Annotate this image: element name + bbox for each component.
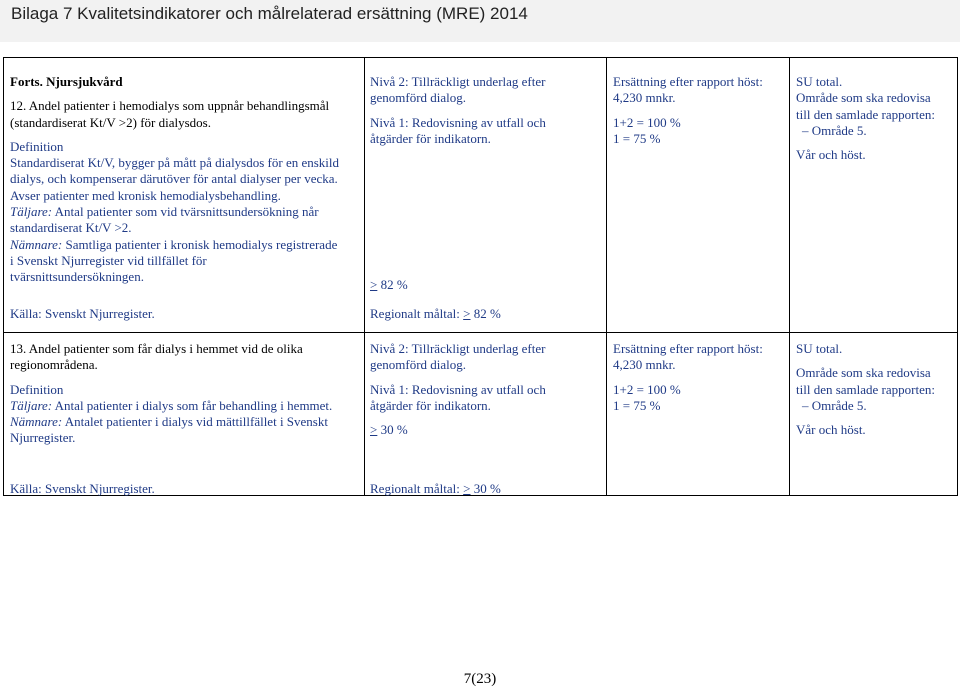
- report-period: Vår och höst.: [796, 422, 866, 438]
- row12-indicator-cell: [10, 74, 360, 286]
- row12-target: [370, 277, 408, 293]
- dash-bullet: –: [802, 122, 812, 138]
- namnare-label: Nämnare:: [10, 414, 63, 430]
- definition-line: dialys, och kompenserar därutöver för antal dialyser per vecka.: [10, 171, 338, 187]
- report-area-text: Område som ska redovisa: [796, 365, 931, 381]
- compensation-amount: 4,230 mnkr.: [613, 90, 676, 106]
- responsible-unit: SU total.: [796, 74, 843, 89]
- compensation-label: Ersättning efter rapport höst:: [613, 74, 763, 89]
- namnare-text: [10, 414, 360, 430]
- namnare-value: Samtliga patienter i kronisk hemodialys registrerade: [62, 236, 338, 252]
- report-area-value: Område 5.: [811, 122, 867, 138]
- level2-text: Nivå 2: Tillräckligt underlag efter: [370, 74, 546, 89]
- report-area-text-cont: till den samlade rapporten:: [796, 381, 935, 397]
- document-header: [0, 0, 960, 42]
- report-area-item: [796, 398, 954, 414]
- taljare-text: [10, 204, 360, 220]
- report-area-text-cont: till den samlade rapporten:: [796, 106, 935, 122]
- row13-regional-target: [370, 481, 501, 497]
- level1-text: Nivå 1: Redovisning av utfall och: [370, 114, 546, 130]
- compensation-rule: 1 = 75 %: [613, 130, 661, 146]
- taljare-text: [10, 398, 360, 414]
- target-value: 82 %: [377, 277, 408, 292]
- definition-label: Definition: [10, 381, 64, 397]
- report-period: Vår och höst.: [796, 147, 866, 163]
- regional-value: 30 %: [470, 481, 501, 496]
- namnare-value: Antalet patienter i dialys vid mättillfället i Svenskt: [62, 414, 328, 430]
- definition-label: Definition: [10, 138, 64, 154]
- namnare-text: [10, 237, 360, 253]
- compensation-label: Ersättning efter rapport höst:: [613, 341, 763, 356]
- level1-text: Nivå 1: Redovisning av utfall och: [370, 381, 546, 397]
- report-area-value: Område 5.: [811, 397, 867, 413]
- document-title: Bilaga 7 Kvalitetsindikatorer och målrelaterad ersättning (MRE) 2014: [11, 4, 528, 23]
- regional-value: 82 %: [470, 306, 501, 321]
- table-border-right: [957, 57, 958, 496]
- row-divider: [3, 332, 958, 333]
- row13-source: Källa: Svenskt Njurregister.: [10, 481, 155, 496]
- greater-equal-symbol: >: [370, 277, 378, 292]
- level2-text-cont: genomförd dialog.: [370, 357, 467, 373]
- row13-compensation-cell: [613, 341, 785, 414]
- level1-text-cont: åtgärder för indikatorn.: [370, 130, 491, 146]
- column-divider-2: [606, 57, 607, 496]
- greater-equal-symbol: >: [463, 306, 471, 321]
- responsible-unit: SU total.: [796, 341, 843, 356]
- definition-line: Standardiserat Kt/V, bygger på mått på dialysdos för en enskild: [10, 155, 340, 171]
- level2-text-cont: genomförd dialog.: [370, 90, 467, 106]
- indicator-13-heading-line1: 13. Andel patienter som får dialys i hemmet vid de olika: [10, 341, 303, 356]
- level1-text-cont: åtgärder för indikatorn.: [370, 397, 491, 413]
- row12-compensation-cell: [613, 74, 785, 147]
- dash-bullet: –: [802, 397, 812, 413]
- compensation-rule: 1 = 75 %: [613, 397, 661, 413]
- greater-equal-symbol: >: [370, 422, 378, 438]
- compensation-rule: 1+2 = 100 %: [613, 381, 681, 397]
- greater-equal-symbol: >: [463, 481, 471, 496]
- target-value: 30 %: [377, 422, 408, 438]
- report-area-text: Område som ska redovisa: [796, 90, 931, 106]
- row12-source: Källa: Svenskt Njurregister.: [10, 306, 155, 321]
- compensation-amount: 4,230 mnkr.: [613, 357, 676, 373]
- regional-label: Regionalt måltal:: [370, 481, 464, 496]
- table-border-top: [3, 57, 958, 58]
- regional-label: Regionalt måltal:: [370, 306, 464, 321]
- column-divider-3: [789, 57, 790, 496]
- namnare-label: Nämnare:: [10, 236, 63, 252]
- compensation-rule: 1+2 = 100 %: [613, 114, 681, 130]
- namnare-text-cont: i Svenskt Njurregister vid tillfället för: [10, 252, 207, 268]
- report-area-item: [796, 123, 954, 139]
- table-border-left: [3, 57, 4, 496]
- column-divider-1: [364, 57, 365, 496]
- row13-responsible-cell: [796, 341, 954, 438]
- indicator-12-heading-line1: 12. Andel patienter i hemodialys som uppnår behandlingsmål: [10, 98, 330, 114]
- level2-text: Nivå 2: Tillräckligt underlag efter: [370, 341, 546, 356]
- taljare-value: Antal patienter som vid tvärsnittsundersökning når: [52, 204, 319, 220]
- row13-level-cell: [370, 341, 602, 438]
- row12-regional-target: [370, 306, 501, 322]
- taljare-text-cont: standardiserat Kt/V >2.: [10, 220, 132, 236]
- namnare-text-cont: tvärsnittsundersökningen.: [10, 269, 144, 285]
- indicator-12-heading-line2: (standardiserat Kt/V >2) för dialysdos.: [10, 114, 211, 130]
- indicator-13-heading-line2: regionområdena.: [10, 357, 98, 373]
- row13-target: [370, 422, 602, 438]
- taljare-label: Täljare:: [10, 204, 53, 220]
- page-number: 7(23): [463, 671, 497, 687]
- row12-responsible-cell: [796, 74, 954, 163]
- row12-level-cell: [370, 74, 602, 147]
- namnare-text-cont: Njurregister.: [10, 430, 76, 446]
- row13-indicator-cell: [10, 341, 360, 447]
- taljare-label: Täljare:: [10, 397, 53, 413]
- section-title: Forts. Njursjukvård: [10, 74, 123, 89]
- taljare-value: Antal patienter i dialys som får behandling i hemmet.: [52, 397, 333, 413]
- definition-line: Avser patienter med kronisk hemodialysbehandling.: [10, 187, 281, 203]
